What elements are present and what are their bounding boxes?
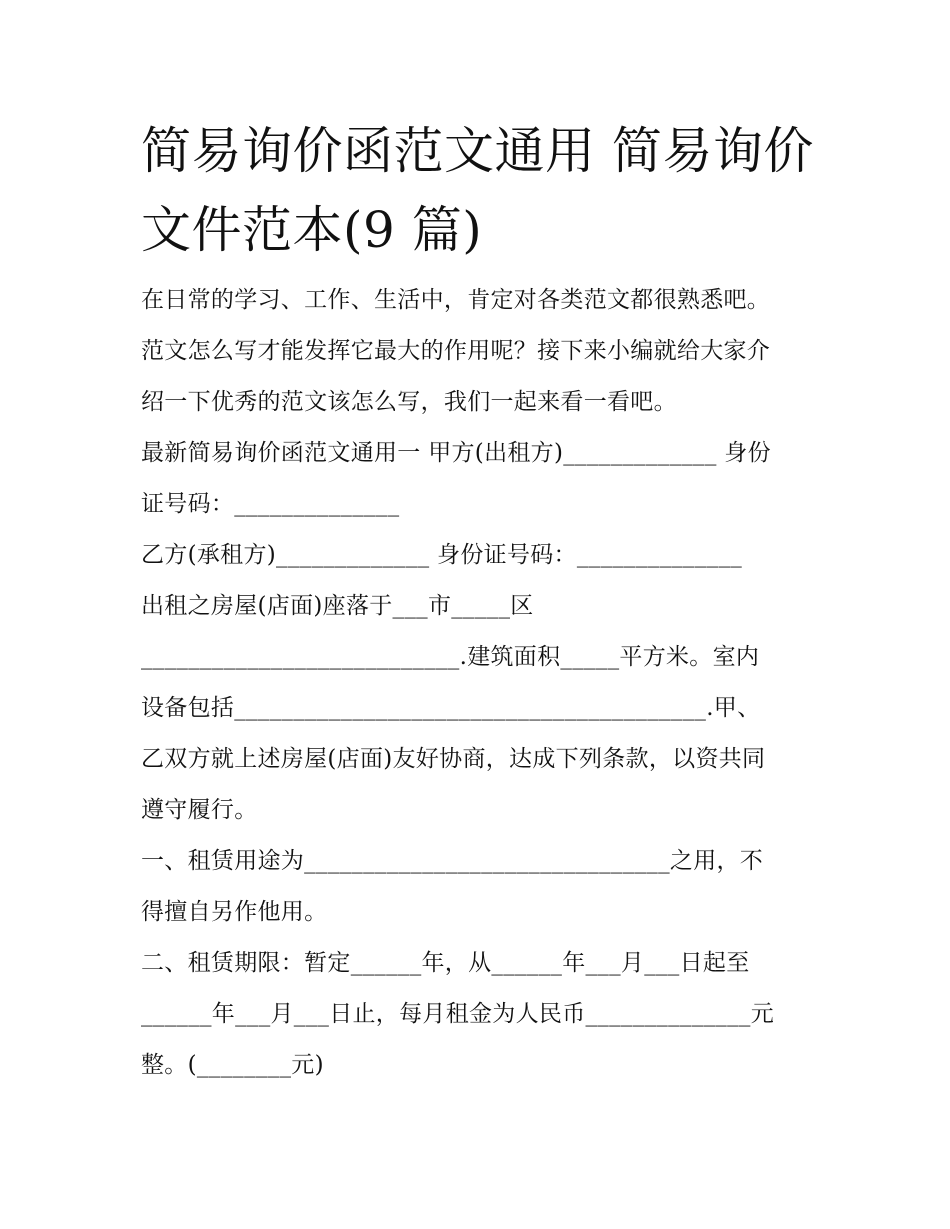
intro-line-1: 在日常的学习、工作、生活中，肯定对各类范文都很熟悉吧。	[141, 287, 771, 313]
title-line-2: 文件范本(9 篇)	[141, 201, 483, 259]
body-line: ______年___月___日止，每月租金为人民币______________元	[141, 1001, 774, 1027]
body-line: 遵守履行。	[141, 797, 258, 823]
body-line: 出租之房屋(店面)座落于___市_____区	[141, 593, 534, 619]
body-line: 得擅自另作他用。	[141, 899, 328, 925]
body-line: 乙双方就上述房屋(店面)友好协商，达成下列条款，以资共同	[141, 746, 766, 772]
body-line: 最新简易询价函范文通用一 甲方(出租方)_____________ 身份	[141, 440, 771, 466]
body-line: 整。(________元)	[141, 1052, 324, 1078]
body-line: 乙方(承租方)_____________ 身份证号码：______________	[141, 542, 743, 568]
body-line: 设备包括________________________________________.甲、	[141, 695, 761, 721]
document-title	[141, 112, 821, 270]
title-line-1: 简易询价函范文通用 简易询价	[141, 122, 814, 180]
body-line: 一、租赁用途为_______________________________之用，不	[141, 848, 764, 874]
body-line: 证号码：______________	[141, 491, 400, 517]
intro-line-3: 绍一下优秀的范文该怎么写，我们一起来看一看吧。	[141, 389, 677, 415]
intro-line-2: 范文怎么写才能发挥它最大的作用呢？接下来小编就给大家介	[141, 338, 771, 364]
body-line: 二、租赁期限：暂定______年，从______年___月___日起至	[141, 950, 750, 976]
body-line: ___________________________.建筑面积_____平方米。室内	[141, 644, 760, 670]
